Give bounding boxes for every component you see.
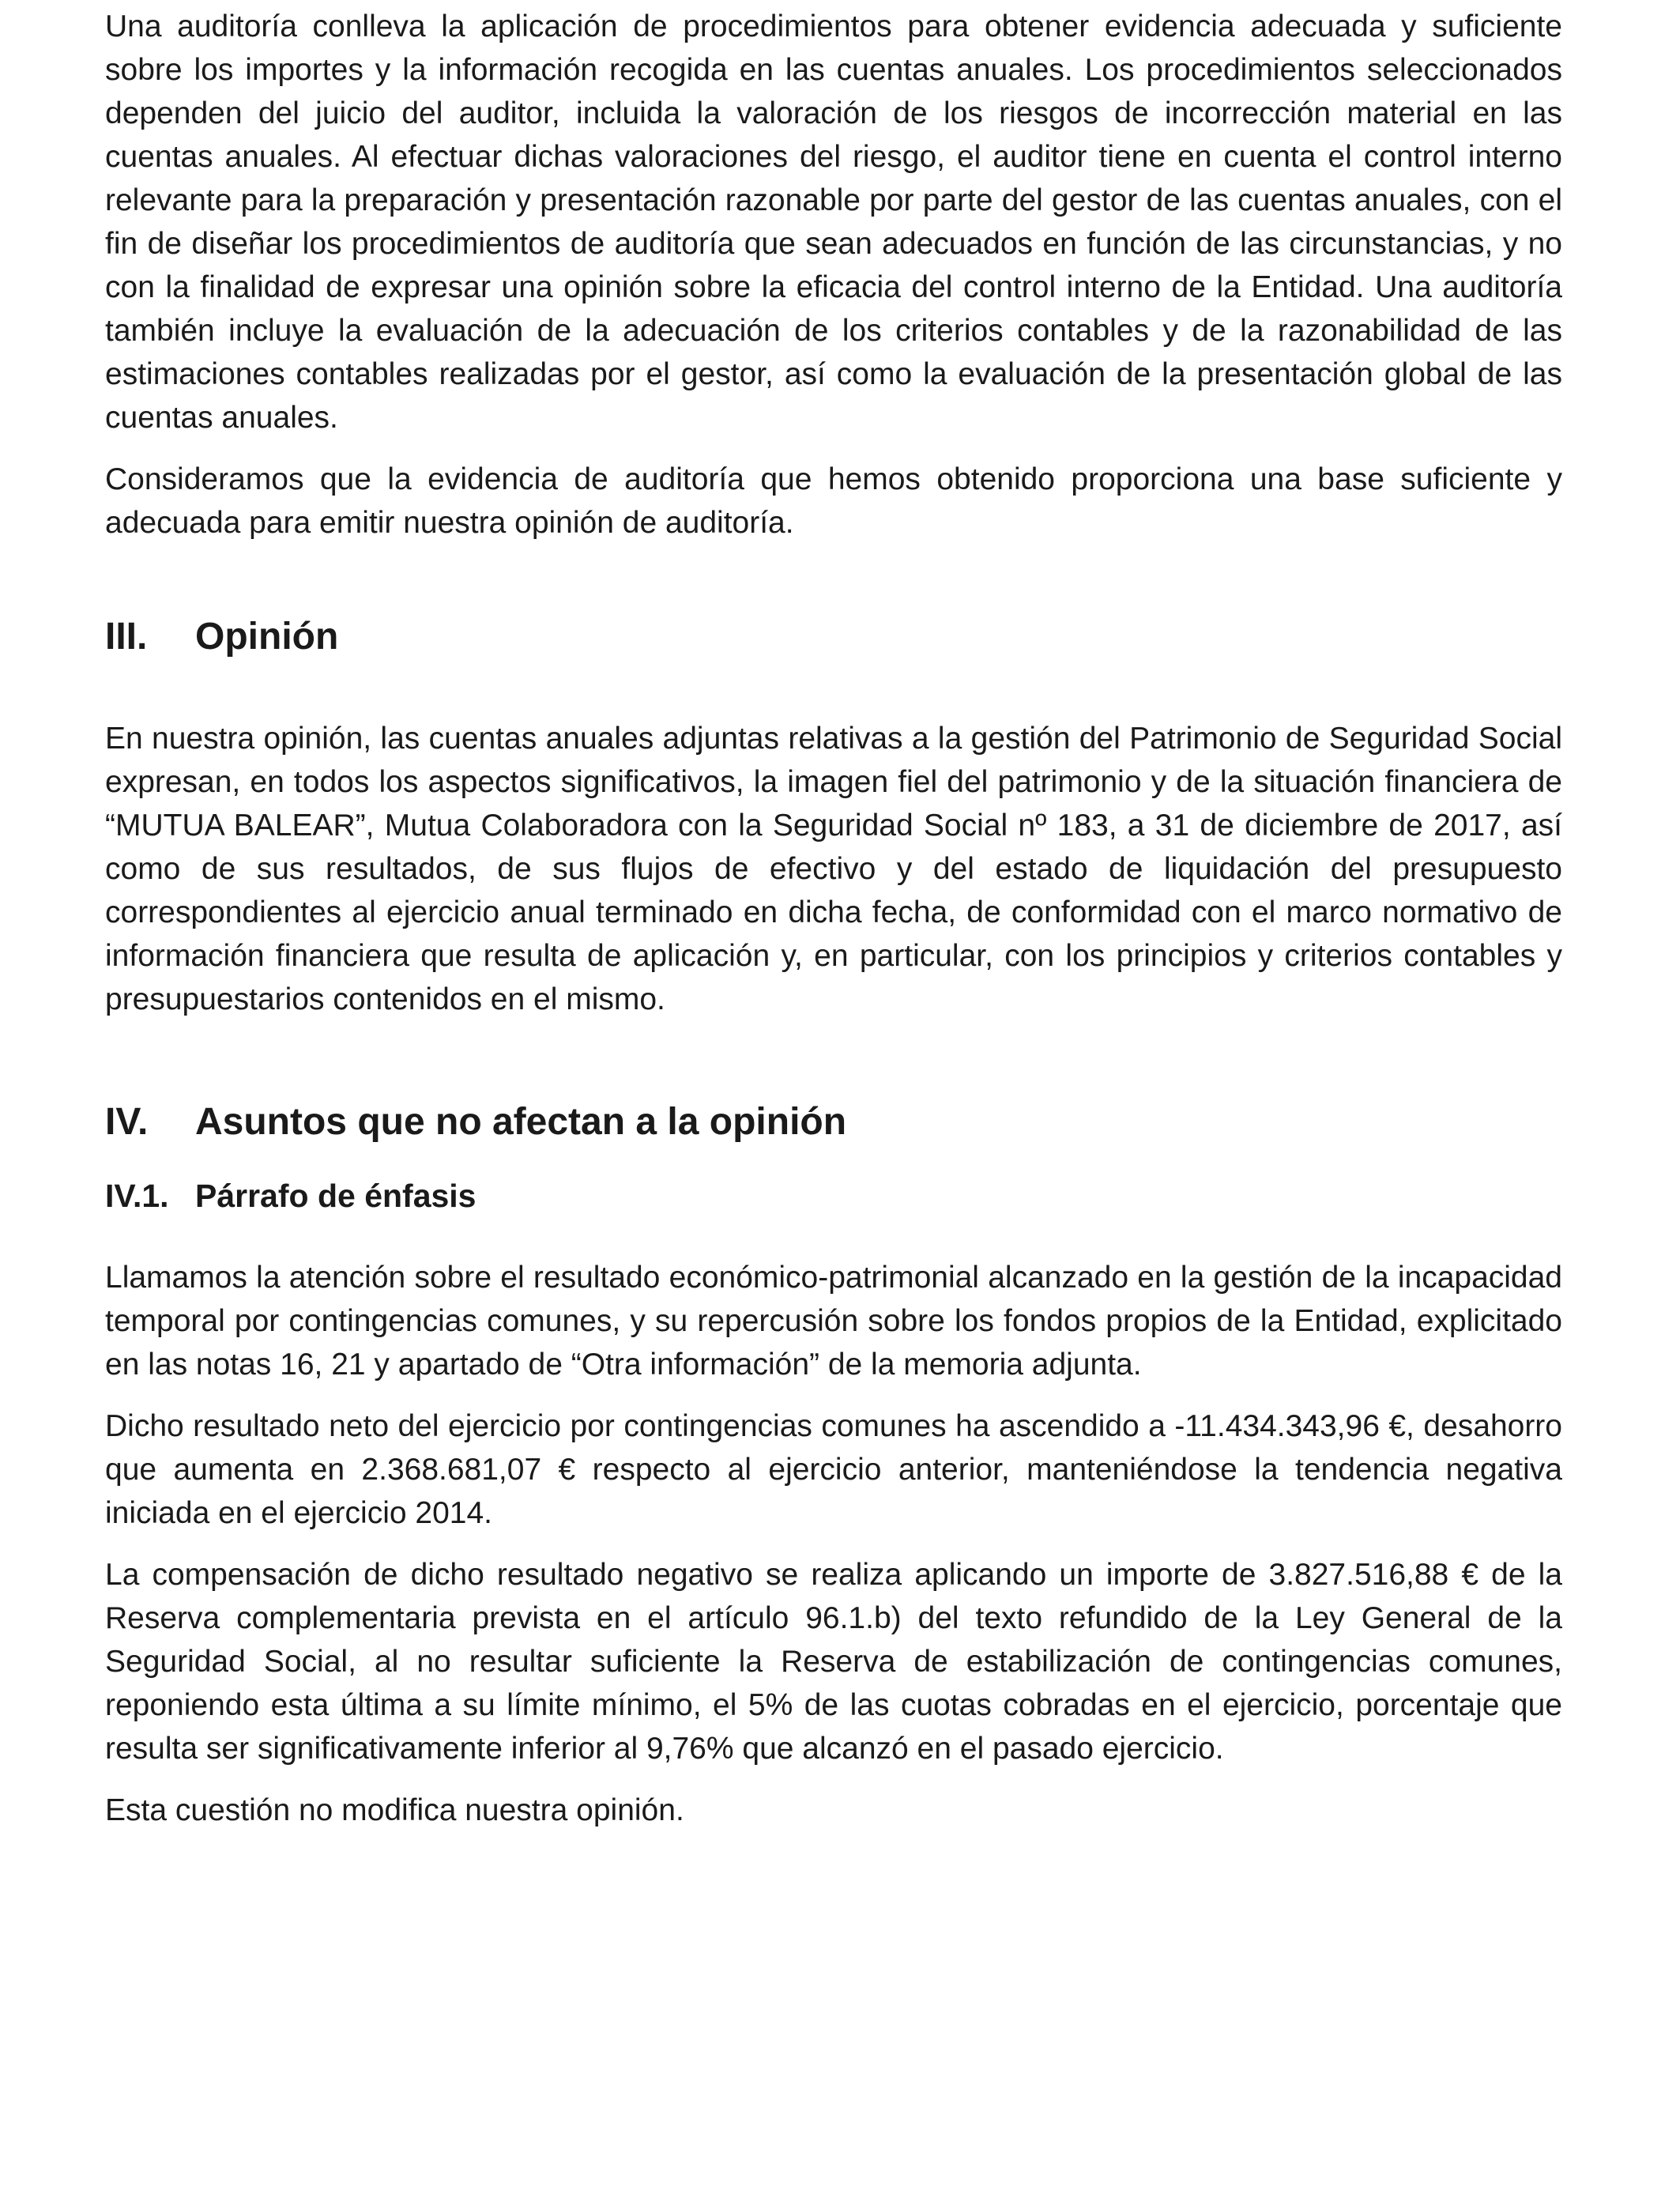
emphasis-paragraph-2: Dicho resultado neto del ejercicio por contingencias comunes ha ascendido a -11.434.343,96 €, desahorro que aumenta en 2.368.681,07 € respecto al ejercicio anterior, manteniéndose la tendencia negativa iniciada en el ejercicio 2014. [105,1409,1562,1530]
section-heading-asuntos [105,1099,1562,1146]
section-number: IV. [105,1101,149,1143]
document-page [105,5,1562,1850]
audit-procedures-paragraph: Una auditoría conlleva la aplicación de procedimientos para obtener evidencia adecuada y suficiente sobre los importes y la información recogida en las cuentas anuales. Los procedimientos seleccionados dependen del juicio del auditor, incluida la valoración de los riesgos de incorrección material en las cuentas anuales. Al efectuar dichas valoraciones del riesgo, el auditor tiene en cuenta el control interno relevante para la preparación y presentación razonable por parte del gestor de las cuentas anuales, con el fin de diseñar los procedimientos de auditoría que sean adecuados en función de las circunstancias, y no con la finalidad de expresar una opinión sobre la eficacia del control interno de la Entidad. Una auditoría también incluye la evaluación de la adecuación de los criterios contables y de la razonabilidad de las estimaciones contables realizadas por el gestor, así como la evaluación de la presentación global de las cuentas anuales. [105,9,1562,435]
audit-evidence-paragraph: Consideramos que la evidencia de auditoría que hemos obtenido proporciona una base suficiente y adecuada para emitir nuestra opinión de auditoría. [105,462,1562,540]
section-title: Asuntos que no afectan a la opinión [195,1101,847,1143]
subsection-heading-enfasis [105,1174,1562,1218]
emphasis-paragraph-3: La compensación de dicho resultado negativo se realiza aplicando un importe de 3.827.516,88 € de la Reserva complementaria prevista en el artículo 96.1.b) del texto refundido de la Ley General de la Seguridad Social, al no resultar suficiente la Reserva de estabilización de contingencias comunes, reponiendo esta última a su límite mínimo, el 5% de las cuotas cobradas en el ejercicio, porcentaje que resulta ser significativamente inferior al 9,76% que alcanzó en el pasado ejercicio. [105,1558,1562,1766]
subsection-title: Párrafo de énfasis [195,1178,477,1214]
opinion-paragraph: En nuestra opinión, las cuentas anuales adjuntas relativas a la gestión del Patrimonio de Seguridad Social expresan, en todos los aspectos significativos, la imagen fiel del patrimonio y de la situación financiera de “MUTUA BALEAR”, Mutua Colaboradora con la Seguridad Social nº 183, a 31 de diciembre de 2017, así como de sus resultados, de sus flujos de efectivo y del estado de liquidación del presupuesto correspondientes al ejercicio anual terminado en dicha fecha, de conformidad con el marco normativo de información financiera que resulta de aplicación y, en particular, con los principios y criterios contables y presupuestarios contenidos en el mismo. [105,722,1562,1016]
emphasis-paragraph-1: Llamamos la atención sobre el resultado económico-patrimonial alcanzado en la gestión de la incapacidad temporal por contingencias comunes, y su repercusión sobre los fondos propios de la Entidad, explicitado en las notas 16, 21 y apartado de “Otra información” de la memoria adjunta. [105,1261,1562,1382]
subsection-number: IV.1. [105,1178,169,1214]
section-number: III. [105,616,148,658]
section-title: Opinión [195,616,339,658]
section-heading-opinion [105,613,1562,661]
emphasis-paragraph-4: Esta cuestión no modifica nuestra opinión. [105,1793,684,1827]
